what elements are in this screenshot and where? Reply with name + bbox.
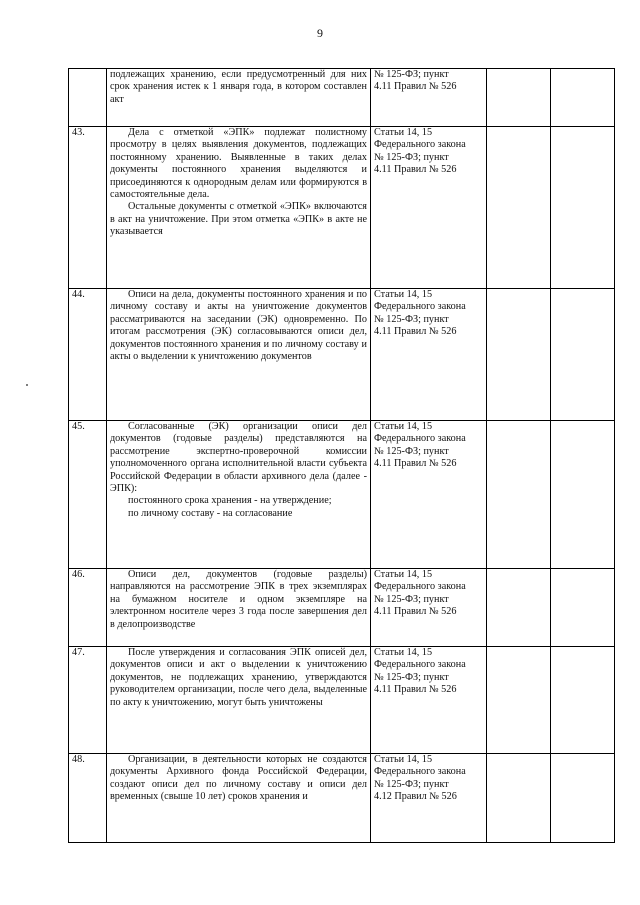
legal-basis — [371, 69, 487, 127]
table-row — [69, 647, 615, 754]
legal-basis — [371, 754, 487, 843]
table-row — [69, 421, 615, 569]
legal-basis-line: № 125-ФЗ; пункт — [374, 671, 449, 683]
row-number: 45. — [69, 421, 107, 569]
requirement-text — [107, 754, 371, 843]
legal-basis-line: 4.12 Правил № 526 — [374, 791, 457, 803]
requirement-paragraph: После утверждения и согласования ЭПК описей дел, документов описи и акт о выделении к уничтожению документов, не подлежащих хранению, утверждаются руководителем организации, после чего дела, выделенные по акту к уничтожению, могут быть уничтожены — [110, 647, 367, 708]
requirement-text — [107, 569, 371, 647]
empty-cell — [487, 647, 551, 754]
empty-cell — [487, 569, 551, 647]
legal-basis — [371, 289, 487, 421]
row-number: 48. — [69, 754, 107, 843]
table-row — [69, 754, 615, 843]
row-number: 47. — [69, 647, 107, 754]
scan-speck — [26, 384, 28, 386]
legal-basis-line: Статьи 14, 15 — [374, 569, 433, 580]
legal-basis-line: 4.11 Правил № 526 — [374, 458, 457, 470]
legal-basis-line: 4.11 Правил № 526 — [374, 164, 457, 176]
empty-cell — [551, 754, 615, 843]
table-row — [69, 569, 615, 647]
empty-cell — [551, 647, 615, 754]
legal-basis — [371, 647, 487, 754]
requirement-paragraph: Описи на дела, документы постоянного хранения и по личному составу и акты на уничтожение документов рассматриваются на заседании (ЭК) одновременно. По итогам рассмотрения (ЭК) согласовываются описи дел, документов постоянного хранения и по личному составу и акты о выделении к уничтожению документов — [110, 289, 367, 363]
requirement-text — [107, 289, 371, 421]
legal-basis-line: Статьи 14, 15 — [374, 421, 433, 432]
legal-basis-line: Федерального закона — [374, 766, 466, 778]
requirement-paragraph: постоянного срока хранения - на утверждение; — [128, 495, 332, 507]
empty-cell — [551, 569, 615, 647]
legal-basis — [371, 127, 487, 289]
legal-basis-line: Федерального закона — [374, 581, 466, 593]
empty-cell — [551, 127, 615, 289]
legal-basis-line: Статьи 14, 15 — [374, 127, 433, 138]
table-row — [69, 289, 615, 421]
requirement-text — [107, 127, 371, 289]
requirement-paragraph: Остальные документы с отметкой «ЭПК» включаются в акт на уничтожение. При этом отметка «ЭПК» в акте не указывается — [110, 201, 367, 238]
row-number: 46. — [69, 569, 107, 647]
legal-basis-line: № 125-ФЗ; пункт — [374, 778, 449, 790]
legal-basis — [371, 421, 487, 569]
empty-cell — [551, 69, 615, 127]
requirement-text — [107, 69, 371, 127]
requirement-text — [107, 421, 371, 569]
legal-basis-line: 4.11 Правил № 526 — [374, 81, 457, 93]
empty-cell — [487, 421, 551, 569]
legal-basis-line: 4.11 Правил № 526 — [374, 326, 457, 338]
table-row — [69, 127, 615, 289]
requirement-paragraph: Организации, в деятельности которых не создаются документы Архивного фонда Российской Федерации, создают описи дел по личному составу и описи дел временных (свыше 10 лет) сроков хранения и — [110, 754, 367, 803]
empty-cell — [551, 421, 615, 569]
legal-basis-line: Федерального закона — [374, 301, 466, 313]
legal-basis-line: Статьи 14, 15 — [374, 754, 433, 765]
legal-basis-line: № 125-ФЗ; пункт — [374, 151, 449, 163]
legal-basis-line: Федерального закона — [374, 433, 466, 445]
row-number — [69, 69, 107, 127]
requirement-paragraph: Согласованные (ЭК) организации описи дел документов (годовые разделы) представляются на рассмотрение экспертно-проверочной комиссии уполномоченного органа исполнительной власти субъекта Российской Федерации в области архивного дела (далее - ЭПК): — [110, 421, 367, 495]
legal-basis-line: 4.11 Правил № 526 — [374, 684, 457, 696]
requirement-paragraph: подлежащих хранению, если предусмотренный для них срок хранения истек к 1 января года, в котором составлен акт — [110, 69, 367, 105]
empty-cell — [487, 289, 551, 421]
table-row — [69, 69, 615, 127]
requirement-text — [107, 647, 371, 754]
legal-basis-line: № 125-ФЗ; пункт — [374, 445, 449, 457]
regulations-table — [68, 68, 615, 843]
legal-basis-line: 4.11 Правил № 526 — [374, 606, 457, 618]
requirement-paragraph: Дела с отметкой «ЭПК» подлежат полистному просмотру в целях выявления документов, подлежащих постоянному хранению. Выявленные в таких делах документы постоянного хранения выделяются и присоединяются к однородным делам или формируются в самостоятельные дела. — [110, 127, 367, 201]
page-number: 9 — [317, 26, 323, 40]
legal-basis — [371, 569, 487, 647]
requirement-paragraph: по личному составу - на согласование — [128, 507, 293, 519]
empty-cell — [551, 289, 615, 421]
row-number: 43. — [69, 127, 107, 289]
empty-cell — [487, 69, 551, 127]
requirement-paragraph: Описи дел, документов (годовые разделы) направляются на рассмотрение ЭПК в трех экземплярах на бумажном носителе и одном экземпляре на электронном носителе через 3 года после завершения дел в делопроизводстве — [110, 569, 367, 630]
legal-basis-line: Федерального закона — [374, 659, 466, 671]
empty-cell — [487, 754, 551, 843]
legal-basis-line: Статьи 14, 15 — [374, 289, 433, 300]
legal-basis-line: Статьи 14, 15 — [374, 647, 433, 658]
row-number: 44. — [69, 289, 107, 421]
legal-basis-line: Федерального закона — [374, 139, 466, 151]
legal-basis-line: № 125-ФЗ; пункт — [374, 69, 449, 80]
legal-basis-line: № 125-ФЗ; пункт — [374, 593, 449, 605]
legal-basis-line: № 125-ФЗ; пункт — [374, 313, 449, 325]
empty-cell — [487, 127, 551, 289]
